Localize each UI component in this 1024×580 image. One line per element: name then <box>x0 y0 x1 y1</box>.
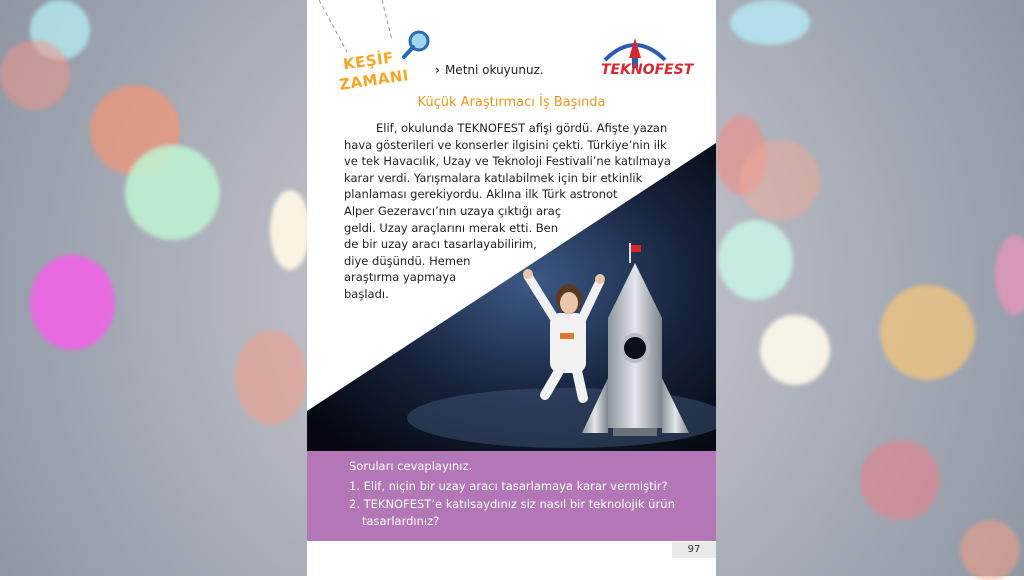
bokeh-light <box>30 255 115 350</box>
logo-text: TEKNOFEST <box>601 62 694 78</box>
story-line: karar verdi. Yarışmalara katılabilmek için bir etkinlik <box>344 170 643 185</box>
story-line: başladı. <box>344 286 389 301</box>
bokeh-light <box>0 40 70 110</box>
bokeh-light <box>270 190 310 270</box>
question-1: 1. Elif, niçin bir uzay aracı tasarlamaya karar vermiştir? <box>349 479 668 493</box>
kesif-zamani-badge <box>333 40 423 100</box>
bokeh-light <box>995 235 1024 315</box>
story-line: araştırma yapmaya <box>344 270 457 285</box>
questions-panel <box>307 451 716 541</box>
textbook-page <box>307 0 716 576</box>
bokeh-light <box>125 145 220 240</box>
bokeh-light <box>718 220 793 300</box>
page-number: 97 <box>672 542 716 558</box>
story-line: planlaması gerekiyordu. Aklına ilk Türk astronot <box>344 187 618 202</box>
story-line: Alper Gezeravcı’nın uzaya çıktığı araç <box>344 203 562 218</box>
instruction <box>435 63 544 77</box>
questions-heading: Soruları cevaplayınız. <box>349 459 473 473</box>
bokeh-light <box>235 330 307 425</box>
story-line: de bir uzay aracı tasarlayabilirim, <box>344 237 537 252</box>
instruction-text: Metni okuyunuz. <box>444 63 544 77</box>
bokeh-light <box>880 285 975 380</box>
story-line: hava gösterileri ve konserler ilgisini çekti. Türkiye’nin ilk <box>344 137 667 152</box>
badge-line-1: KEŞİF <box>341 48 395 74</box>
story-line: geldi. Uzay araçlarını merak etti. Ben <box>344 220 559 235</box>
story-line: Elif, okulunda TEKNOFEST afişi gördü. Afişte yazan <box>376 121 668 135</box>
story-title: Küçük Araştırmacı İş Başında <box>417 95 606 110</box>
bokeh-light <box>730 0 810 45</box>
story-line: diye düşündü. Hemen <box>344 253 471 268</box>
bokeh-light <box>740 140 820 220</box>
teknofest-logo <box>595 30 694 92</box>
bokeh-light <box>760 315 830 385</box>
bokeh-light <box>860 440 940 520</box>
chevron-right-icon: › <box>435 63 440 77</box>
rocket-logo-icon <box>595 30 675 92</box>
question-2-continued: tasarlardınız? <box>362 514 440 528</box>
story-line: ve tek Havacılık, Uzay ve Teknoloji Festivali’ne katılmaya <box>344 154 671 169</box>
question-2: 2. TEKNOFEST’e katılsaydınız siz nasıl bir teknolojik ürün <box>349 497 675 511</box>
bokeh-light <box>960 520 1020 580</box>
magnifier-icon <box>401 28 435 62</box>
badge-line-2: ZAMANI <box>338 66 410 94</box>
story-text <box>344 120 689 303</box>
